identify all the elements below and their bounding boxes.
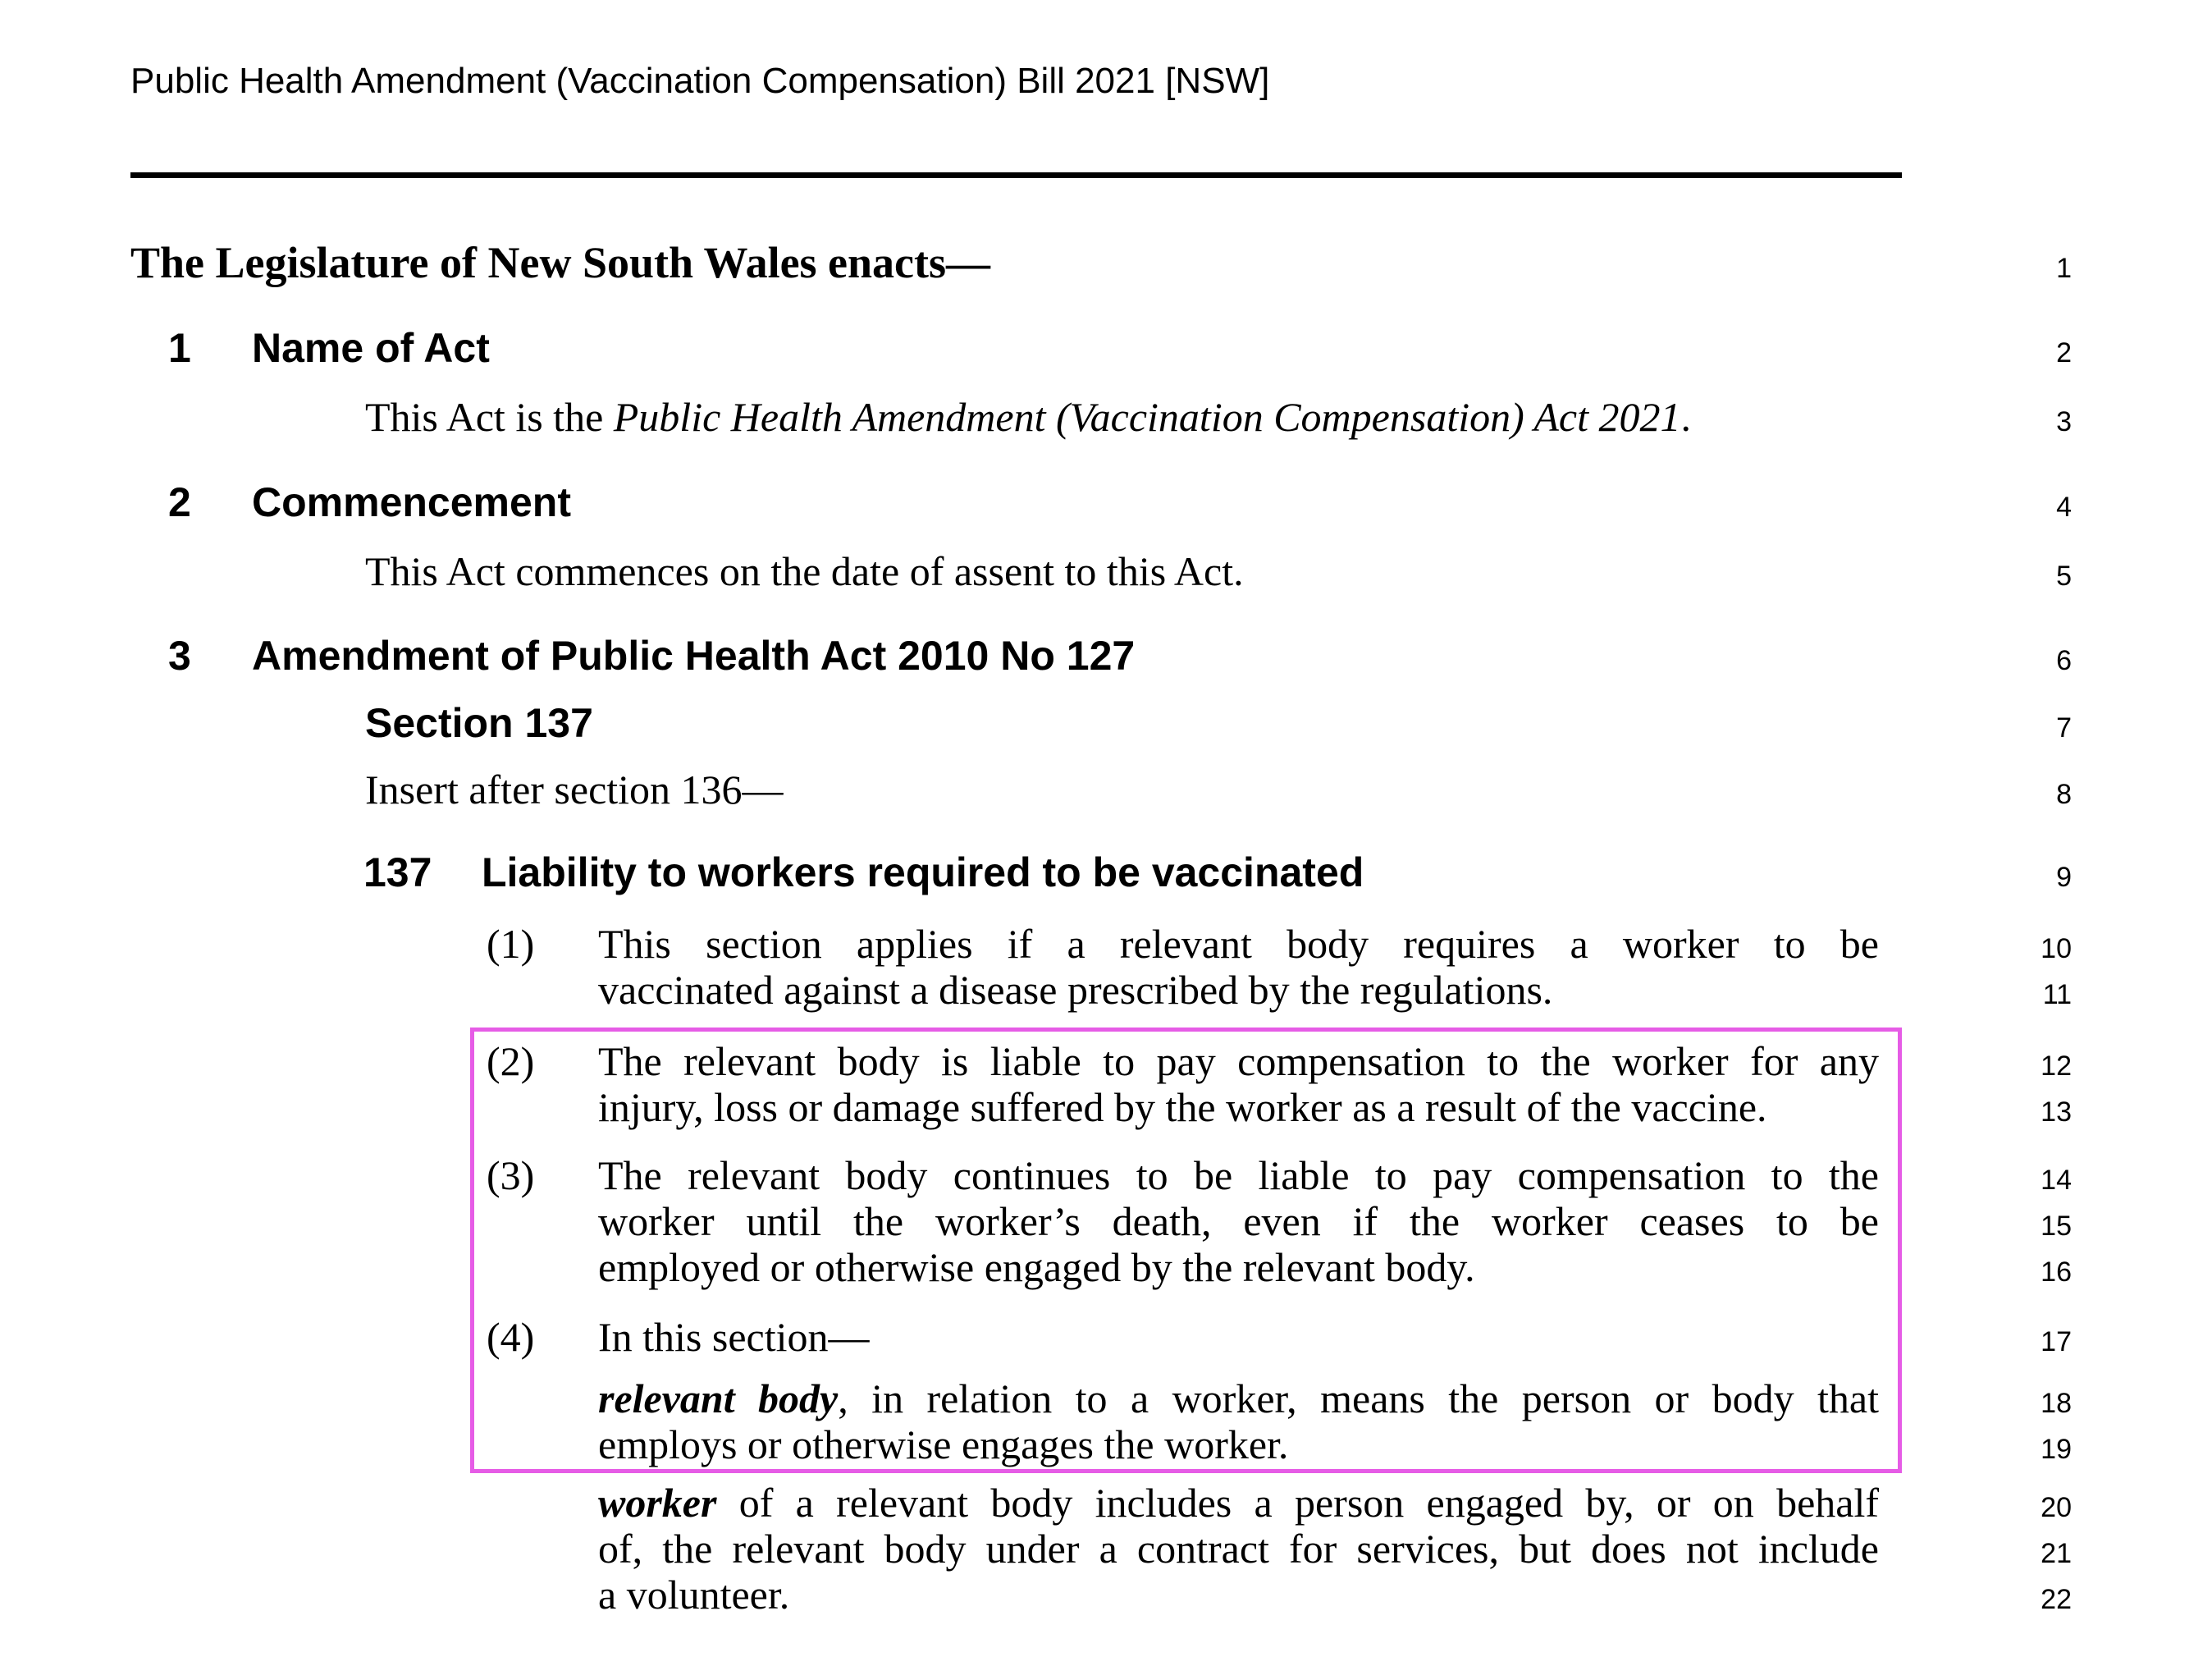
line-number: 14: [2041, 1165, 2072, 1196]
section-1-body: [365, 394, 1691, 440]
line-number: 8: [2056, 779, 2072, 810]
insert-instruction-row: [0, 767, 2212, 817]
section-3-number: 3: [168, 633, 191, 679]
definition-worker-line-2: of, the relevant body under a contract for services, but does not include: [598, 1526, 1879, 1572]
subsection-2-number: (2): [487, 1038, 535, 1084]
section-1-heading-row: [0, 325, 2212, 376]
subsection-1-row: [0, 921, 2212, 972]
enacting-clause: The Legislature of New South Wales enacts—: [130, 238, 991, 287]
subsection-2-row: [0, 1038, 2212, 1089]
amendment-subheading: Section 137: [365, 700, 593, 746]
insert-instruction: Insert after section 136—: [365, 767, 784, 812]
line-number: 1: [2056, 253, 2072, 284]
subsection-3-line-1: The relevant body continues to be liable to pay compensation to the: [598, 1152, 1879, 1198]
enacting-clause-row: [0, 240, 2212, 291]
subsection-4-line-1: In this section—: [598, 1314, 870, 1360]
line-number: 18: [2041, 1388, 2072, 1419]
line-number: 2: [2056, 337, 2072, 368]
line-number: 17: [2041, 1326, 2072, 1357]
line-number: 6: [2056, 645, 2072, 676]
definition-worker-continuation-row-2: [0, 1572, 2212, 1623]
definition-relevant-body-line-1: [598, 1375, 1879, 1421]
subsection-1-line-1: This section applies if a relevant body requires a worker to be: [598, 921, 1879, 967]
act-name-italic: Public Health Amendment (Vaccination Compensation) Act 2021: [613, 394, 1681, 440]
section-1-body-row: [0, 394, 2212, 445]
subsection-1-line-2: vaccinated against a disease prescribed by the regulations.: [598, 967, 1553, 1013]
line-number: 15: [2041, 1211, 2072, 1242]
definition-term-worker: worker: [598, 1480, 717, 1526]
section-3-heading-row: [0, 633, 2212, 684]
section-2-body-row: [0, 548, 2212, 599]
line-number: 9: [2056, 862, 2072, 893]
subsection-3-continuation-row: [0, 1198, 2212, 1249]
line-number: 21: [2041, 1538, 2072, 1569]
section-2-heading: Commencement: [252, 479, 571, 525]
definition-relevant-body-text: , in relation to a worker, means the person or body that: [838, 1375, 1879, 1421]
definition-worker-line-3: a volunteer.: [598, 1572, 790, 1618]
definition-worker-line-1: [598, 1480, 1879, 1526]
amendment-subheading-row: [0, 700, 2212, 751]
line-number: 11: [2042, 979, 2072, 1010]
definition-term-relevant-body: relevant body: [598, 1375, 839, 1421]
definition-relevant-body-row: [0, 1375, 2212, 1426]
definition-worker-continuation-row: [0, 1526, 2212, 1577]
subsection-1-number: (1): [487, 921, 535, 967]
subsection-2-line-2: injury, loss or damage suffered by the worker as a result of the vaccine.: [598, 1084, 1767, 1130]
subsection-3-line-3: employed or otherwise engaged by the relevant body.: [598, 1244, 1475, 1290]
line-number: 12: [2041, 1050, 2072, 1082]
line-number: 20: [2041, 1492, 2072, 1523]
line-number: 3: [2056, 406, 2072, 437]
subsection-1-continuation-row: [0, 967, 2212, 1018]
section-3-heading: Amendment of Public Health Act 2010 No 127: [252, 633, 1136, 679]
line-number: 13: [2041, 1096, 2072, 1128]
section-1-body-post: .: [1680, 394, 1691, 440]
subsection-2-continuation-row: [0, 1084, 2212, 1135]
line-number: 4: [2056, 492, 2072, 523]
line-number: 7: [2056, 712, 2072, 744]
subsection-4-number: (4): [487, 1314, 535, 1360]
definition-relevant-body-line-2: employs or otherwise engages the worker.: [598, 1421, 1289, 1467]
header-divider: [130, 172, 1902, 178]
definition-worker-row: [0, 1480, 2212, 1531]
section-137-heading: Liability to workers required to be vaccinated: [482, 849, 1364, 895]
line-number: 22: [2041, 1584, 2072, 1615]
section-1-heading: Name of Act: [252, 325, 490, 371]
line-number: 5: [2056, 561, 2072, 592]
section-1-number: 1: [168, 325, 191, 371]
section-2-heading-row: [0, 479, 2212, 530]
subsection-3-row: [0, 1152, 2212, 1203]
subsection-3-number: (3): [487, 1152, 535, 1198]
section-137-heading-row: [0, 849, 2212, 900]
definition-worker-text: of a relevant body includes a person engaged by, or on behalf: [716, 1480, 1879, 1526]
subsection-3-continuation-row-2: [0, 1244, 2212, 1295]
page-header-title: Public Health Amendment (Vaccination Compensation) Bill 2021 [NSW]: [130, 61, 1270, 101]
section-2-number: 2: [168, 479, 191, 525]
subsection-4-row: [0, 1314, 2212, 1365]
section-137-number: 137: [363, 849, 432, 895]
section-1-body-pre: This Act is the: [365, 394, 614, 440]
definition-relevant-body-continuation-row: [0, 1421, 2212, 1472]
line-number: 10: [2041, 933, 2072, 964]
line-number: 16: [2041, 1256, 2072, 1288]
line-number: 19: [2041, 1434, 2072, 1465]
subsection-3-line-2: worker until the worker’s death, even if the worker ceases to be: [598, 1198, 1879, 1244]
subsection-2-line-1: The relevant body is liable to pay compensation to the worker for any: [598, 1038, 1879, 1084]
section-2-body: This Act commences on the date of assent to this Act.: [365, 548, 1244, 594]
